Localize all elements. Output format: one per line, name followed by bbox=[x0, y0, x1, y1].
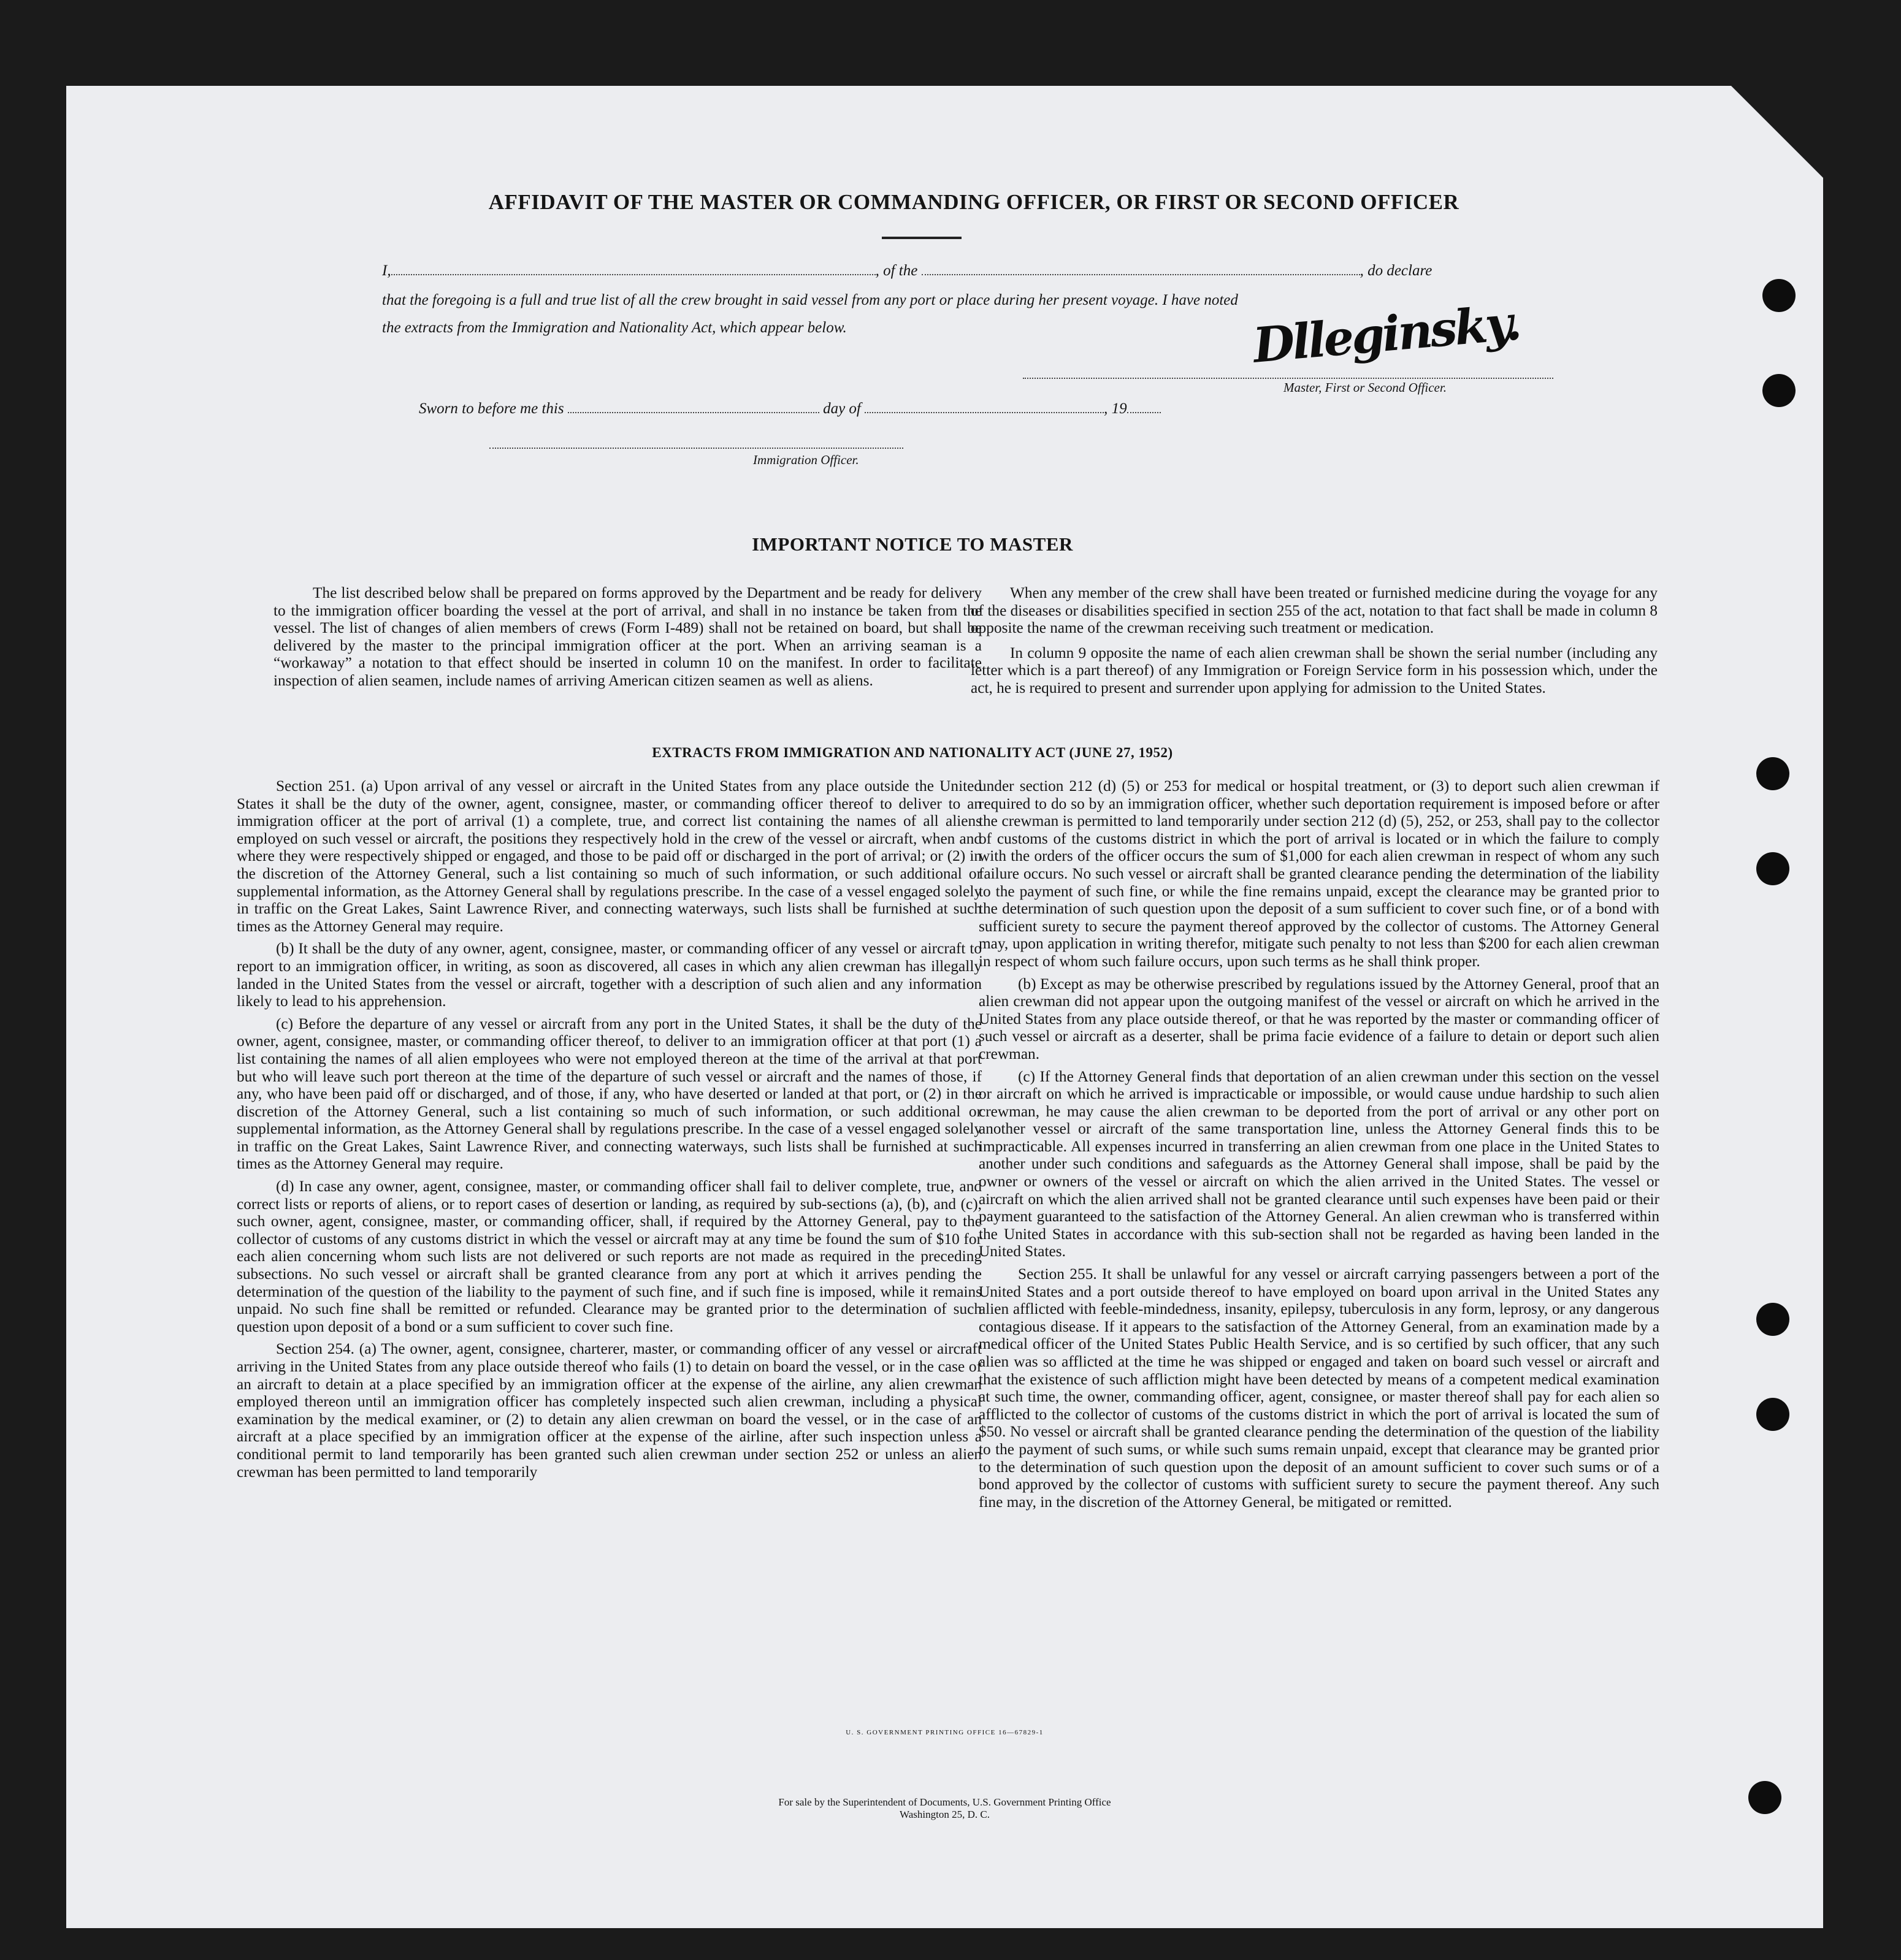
signature-label: Master, First or Second Officer. bbox=[1283, 380, 1447, 395]
notice-paragraph: When any member of the crew shall have been treated or furnished medicine during the voyage for any of the diseases or disabilities specified in section 255 of the act, notation to that fact shall be made in column 8 opposite the name of the crewman receiving such treatment or medication. bbox=[971, 584, 1658, 637]
clipped-corner bbox=[1731, 86, 1823, 178]
printing-office-line: U. S. GOVERNMENT PRINTING OFFICE 16—67829-1 bbox=[846, 1729, 1044, 1736]
day-of-label: day of bbox=[823, 400, 861, 417]
punch-hole bbox=[1756, 757, 1789, 790]
declaration-line-1 bbox=[382, 262, 1432, 280]
affidavit-title: AFFIDAVIT OF THE MASTER OR COMMANDING OFFICER, OR FIRST OR SECOND OFFICER bbox=[488, 190, 1459, 214]
sworn-month-blank[interactable] bbox=[865, 411, 1104, 413]
of-the-label: , of the bbox=[875, 262, 918, 279]
punch-hole bbox=[1748, 1781, 1781, 1814]
vessel-blank[interactable] bbox=[922, 273, 1360, 275]
notice-paragraph: In column 9 opposite the name of each alien crewman shall be shown the serial number (including any letter which is a part thereof) of any Immigration or Foreign Service form in his possession which, under the act, he is required to present and surrender upon applying for admission to the United States. bbox=[971, 644, 1658, 696]
notice-right-column bbox=[971, 584, 1658, 697]
sale-notice bbox=[66, 1796, 1823, 1821]
act-paragraph: Section 254. (a) The owner, agent, consignee, charterer, master, or commanding officer of any vessel or aircraft arriving in the United States from any place outside thereof who fails (1) to detain on board the vessel, or in the case of an aircraft to detain at a place specified by an immigration officer at the expense of the airline, any alien crewman employed thereon until an immigration officer has completely inspected such alien crewman, including a physical examination by the medical examiner, or (2) to detain any alien crewman on board the vessel, or in the case of an aircraft at a place specified by an immigration officer at the expense of the airline, after such inspection unless a conditional permit to land temporarily has been granted such alien crewman under section 252 or unless an alien crewman has been permitted to land temporarily bbox=[237, 1340, 982, 1481]
act-paragraph: Section 251. (a) Upon arrival of any vessel or aircraft in the United States from any place outside the United States it shall be the duty of the owner, agent, consignee, master, or commanding officer thereof to deliver to an immigration officer at the port of arrival (1) a complete, true, and correct list containing the names of all aliens employed on such vessel or aircraft, the positions they respectively hold in the crew of the vessel or aircraft, when and where they were respectively shipped or engaged, and those to be paid off or discharged in the port of arrival; or (2) in the discretion of the Attorney General, such a list containing so much of such information, or such additional or supplemental information, as the Attorney General shall by regulations prescribe. In the case of a vessel engaged solely in traffic on the Great Lakes, Saint Lawrence River, and connecting waterways, such lists shall be furnished at such times as the Attorney General may require. bbox=[237, 777, 982, 935]
act-paragraph: (d) In case any owner, agent, consignee, master, or commanding officer shall fail to deliver complete, true, and correct lists or reports of aliens, or to report cases of desertion or landing, as required by sub-sections (a), (b), and (c), such owner, agent, consignee, master, or commanding officer, shall, if required by the Attorney General, pay to the collector of customs of any customs district in which the vessel or aircraft may at any time be found the sum of $10 for each alien concerning whom such lists are not delivered or such reports are not made as required in the preceding subsections. No such vessel or aircraft shall be granted clearance from any port at which it arrives pending the determination of the question of the liability to the payment of such fine, and if such fine is imposed, while it remains unpaid. No such fine shall be remitted or refunded. Clearance may be granted prior to the determination of such question upon deposit of a bond or a sum sufficient to cover such fine. bbox=[237, 1178, 982, 1335]
year-label: , 19 bbox=[1104, 400, 1127, 417]
i-label: I, bbox=[382, 262, 391, 279]
act-paragraph: (b) It shall be the duty of any owner, agent, consignee, master, or commanding officer of any vessel or aircraft to report to an immigration officer, in writing, as soon as discovered, all cases in which any alien crewman has illegally landed in the United States from the vessel or aircraft, together with a description of such alien and any information likely to lead to his apprehension. bbox=[237, 940, 982, 1010]
declaration-line-3: the extracts from the Immigration and Nationality Act, which appear below. bbox=[382, 319, 847, 336]
name-blank[interactable] bbox=[391, 273, 876, 275]
sworn-day-blank[interactable] bbox=[568, 411, 819, 413]
punch-hole bbox=[1756, 852, 1789, 885]
do-declare-label: , do declare bbox=[1360, 262, 1432, 279]
punch-hole bbox=[1762, 374, 1796, 407]
signature-line[interactable] bbox=[1023, 378, 1553, 379]
punch-hole bbox=[1756, 1398, 1789, 1431]
act-paragraph: under section 212 (d) (5) or 253 for medical or hospital treatment, or (3) to deport such alien crewman if required to do so by an immigration officer, whether such deportation requirement is imposed before or after the crewman is permitted to land temporarily under section 212 (d) (5), 252, or 253, shall pay to the collector of customs of the customs district in which the port of arrival is located or in which the failure to comply with the orders of the officer occurs the sum of $1,000 for each alien crewman in respect of whom any such failure occurs. No such vessel or aircraft shall be granted clearance pending the determination of the liability to the payment of such fine, or while the fine remains unpaid, except the clearance may be granted prior to the determination of such question upon the deposit of a sum sufficient to cover such fine, or of a bond with sufficient surety to secure the payment thereof approved by the collector of customs. The Attorney General may, upon application in writing therefor, mitigate such penalty to not less than $200 for each alien crewman in respect of whom such failure occurs, upon such terms as he shall think proper. bbox=[979, 777, 1659, 970]
immigration-officer-label: Immigration Officer. bbox=[753, 452, 859, 467]
handwritten-signature: Dlleginsky. bbox=[1250, 295, 1522, 374]
sworn-label: Sworn to before me this bbox=[419, 400, 564, 417]
immigration-officer-line[interactable] bbox=[489, 448, 903, 449]
extracts-right-column bbox=[979, 777, 1659, 1511]
sworn-line bbox=[419, 400, 1161, 418]
notice-paragraph: The list described below shall be prepared on forms approved by the Department and be ready for delivery to the immigration officer boarding the vessel at the port of arrival, and shall in no instance be taken from the vessel. The list of changes of alien members of crews (Form I-489) shall not be retained on board, but shall be delivered by the master to the principal immigration officer at the port. When an arriving seaman is a “workaway” a notation to that effect should be inserted in column 10 on the manifest. In order to facilitate inspection of alien seamen, include names of arriving American citizen seamen as well as aliens. bbox=[273, 584, 982, 689]
sworn-year-blank[interactable] bbox=[1127, 411, 1161, 413]
form-sheet bbox=[66, 86, 1823, 1928]
punch-hole bbox=[1756, 1303, 1789, 1336]
act-paragraph: (b) Except as may be otherwise prescribed by regulations issued by the Attorney General, proof that an alien crewman did not appear upon the outgoing manifest of the vessel or aircraft on which he arrived in the United States from any place outside thereof, or that he was reported by the master or commanding officer of such vessel or aircraft as a deserter, shall be prima facie evidence of a failure to detain or deport such alien crewman. bbox=[979, 975, 1659, 1062]
extracts-left-column bbox=[237, 777, 982, 1481]
sale-line-1: For sale by the Superintendent of Documents, U.S. Government Printing Office bbox=[778, 1796, 1111, 1808]
extracts-title: EXTRACTS FROM IMMIGRATION AND NATIONALITY ACT (JUNE 27, 1952) bbox=[652, 745, 1173, 760]
notice-title: IMPORTANT NOTICE TO MASTER bbox=[752, 533, 1073, 555]
punch-hole bbox=[1762, 279, 1796, 312]
act-paragraph: (c) If the Attorney General finds that deportation of an alien crewman under this section on the vessel or aircraft on which he arrived is impracticable or impossible, or would cause undue hardship to such alien crewman, he may cause the alien crewman to be deported from the port of arrival or any other port on another vessel or aircraft of the same transportation line, unless the Attorney General finds this to be impracticable. All expenses incurred in transferring an alien crewman from one place in the United States to another under such conditions and safeguards as the Attorney General shall impose, shall be paid by the owner or owners of the vessel or aircraft on which the alien arrived in the United States. The vessel or aircraft on which the alien arrived shall not be granted clearance until such expenses have been paid or their payment guaranteed to the satisfaction of the Attorney General. An alien crewman who is transferred within the United States in accordance with this sub-section shall not be regarded as having been landed in the United States. bbox=[979, 1067, 1659, 1260]
notice-left-column bbox=[273, 584, 982, 690]
act-paragraph: (c) Before the departure of any vessel or aircraft from any port in the United States, it shall be the duty of the owner, agent, consignee, master, or commanding officer thereof, to deliver to an immigration officer at that port (1) a list containing the names of all alien employees who were not employed thereon at the time of the arrival at that port but who will leave such port thereon at the time of the departure of such vessel or aircraft and the names of those, if any, who have been paid off or discharged, and of those, if any, who have deserted or landed at that port, or (2) in the discretion of the Attorney General, such a list containing so much of such information, or such additional or supplemental information, as the Attorney General shall by regulations prescribe. In the case of a vessel engaged solely in traffic on the Great Lakes, Saint Lawrence River, and connecting waterways, such lists shall be furnished at such times as the Attorney General may require. bbox=[237, 1015, 982, 1173]
act-paragraph: Section 255. It shall be unlawful for any vessel or aircraft carrying passengers between a port of the United States and a port outside thereof to have employed on board upon arrival in the United States any alien afflicted with feeble-mindedness, insanity, epilepsy, tuberculosis in any form, leprosy, or any dangerous contagious disease. If it appears to the satisfaction of the Attorney General, from an examination made by a medical officer of the United States Public Health Service, and is so certified by such officer, that any such alien was so afflicted at the time he was shipped or engaged and taken on board such vessel or aircraft and that the existence of such affliction might have been detected by means of a competent medical examination at such time, the owner, commanding officer, agent, consignee, or master thereof shall pay for each alien so afflicted to the collector of customs of the customs district in which the port of arrival is located the sum of $50. No vessel or aircraft shall be granted clearance pending the determination of the question of the liability to the payment of such sums, or while such sums remain unpaid, except that clearance may be granted prior to the determination of such question upon the deposit of an amount sufficient to cover such sums or of a bond approved by the collector of customs with sufficient surety to secure the payment thereof. Any such fine may, in the discretion of the Attorney General, be mitigated or remitted. bbox=[979, 1265, 1659, 1511]
title-rule bbox=[882, 237, 962, 239]
sale-line-2: Washington 25, D. C. bbox=[900, 1809, 990, 1820]
declaration-line-2: that the foregoing is a full and true list of all the crew brought in said vessel from any port or place during her present voyage. I have noted bbox=[382, 292, 1238, 308]
